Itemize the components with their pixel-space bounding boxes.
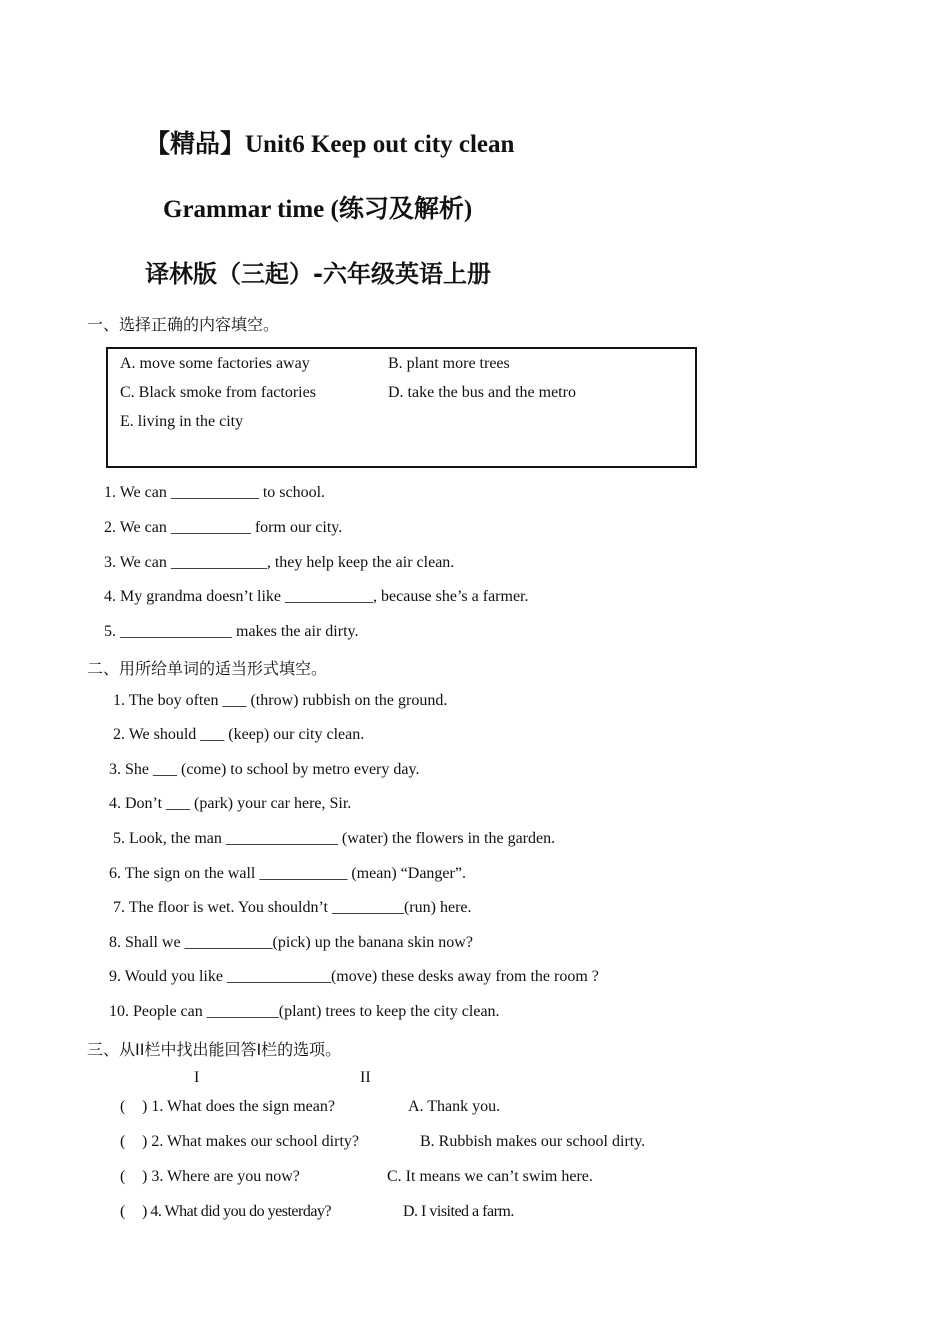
s2-question-8: 8. Shall we ___________(pick) up the banana skin now? bbox=[109, 934, 473, 951]
answer-paren: ( bbox=[120, 1168, 126, 1185]
s3-answer-a: A. Thank you. bbox=[408, 1098, 501, 1115]
s2-question-2: 2. We should ___ (keep) our city clean. bbox=[113, 726, 365, 743]
s3-question-1: ) 1. What does the sign mean? bbox=[142, 1098, 335, 1115]
option-b: B. plant more trees bbox=[388, 355, 510, 372]
answer-paren: ( bbox=[120, 1098, 126, 1115]
s3-question-3: ) 3. Where are you now? bbox=[142, 1168, 300, 1185]
title-line-2: Grammar time (练习及解析) bbox=[163, 196, 473, 223]
s1-question-4: 4. My grandma doesn’t like ___________, because she’s a farmer. bbox=[104, 588, 529, 605]
title-line-1: 【精品】Unit6 Keep out city clean bbox=[145, 131, 515, 158]
s1-question-1: 1. We can ___________ to school. bbox=[104, 484, 326, 501]
column-1-header: I bbox=[194, 1069, 200, 1086]
section-3-heading: 三、从II栏中找出能回答I栏的选项。 bbox=[87, 1040, 342, 1059]
answer-paren: ( bbox=[120, 1133, 126, 1150]
option-e: E. living in the city bbox=[120, 413, 244, 430]
s2-question-7: 7. The floor is wet. You shouldn’t _________(run) here. bbox=[113, 899, 472, 916]
s2-question-3: 3. She ___ (come) to school by metro every day. bbox=[109, 761, 420, 778]
s3-question-2: ) 2. What makes our school dirty? bbox=[142, 1133, 359, 1150]
answer-paren: ( bbox=[120, 1203, 126, 1220]
section-1-heading: 一、选择正确的内容填空。 bbox=[87, 315, 280, 334]
s1-question-2: 2. We can __________ form our city. bbox=[104, 519, 343, 536]
option-a: A. move some factories away bbox=[120, 355, 310, 372]
option-d: D. take the bus and the metro bbox=[388, 384, 576, 401]
option-c: C. Black smoke from factories bbox=[120, 384, 316, 401]
section-2-heading: 二、用所给单词的适当形式填空。 bbox=[87, 659, 328, 678]
s3-answer-c: C. It means we can’t swim here. bbox=[387, 1168, 593, 1185]
s2-question-10: 10. People can _________(plant) trees to keep the city clean. bbox=[109, 1003, 500, 1020]
column-2-header: II bbox=[360, 1069, 371, 1086]
s1-question-3: 3. We can ____________, they help keep the air clean. bbox=[104, 554, 455, 571]
title-line-3: 译林版（三起）-六年级英语上册 bbox=[145, 260, 491, 288]
s2-question-9: 9. Would you like _____________(move) these desks away from the room ? bbox=[109, 968, 599, 985]
s3-question-4: ) 4. What did you do yesterday? bbox=[142, 1203, 332, 1220]
s1-question-5: 5. ______________ makes the air dirty. bbox=[104, 623, 359, 640]
s3-answer-b: B. Rubbish makes our school dirty. bbox=[420, 1133, 646, 1150]
s2-question-1: 1. The boy often ___ (throw) rubbish on the ground. bbox=[113, 692, 448, 709]
s2-question-4: 4. Don’t ___ (park) your car here, Sir. bbox=[109, 795, 352, 812]
s3-answer-d: D. I visited a farm. bbox=[403, 1203, 514, 1220]
s2-question-5: 5. Look, the man ______________ (water) the flowers in the garden. bbox=[113, 830, 556, 847]
s2-question-6: 6. The sign on the wall ___________ (mean) “Danger”. bbox=[109, 865, 466, 882]
